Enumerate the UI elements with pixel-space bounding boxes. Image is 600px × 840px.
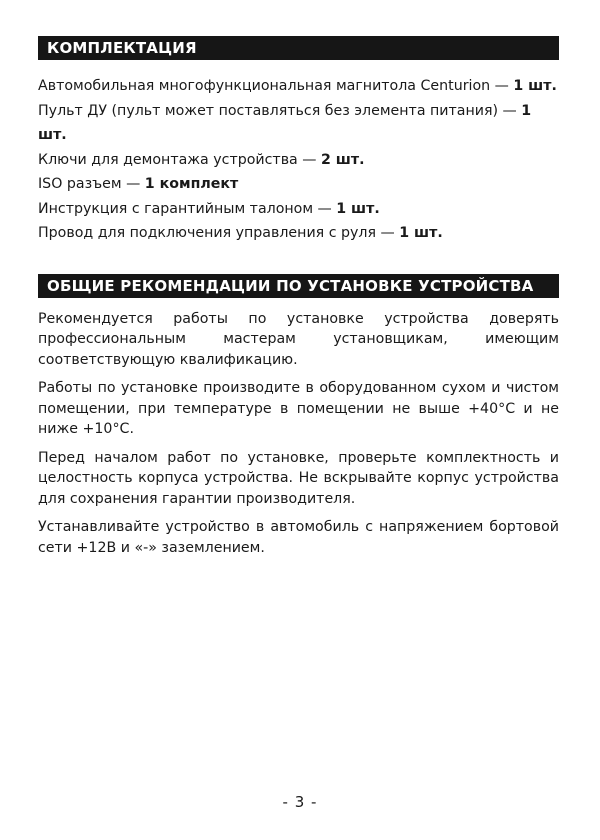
kit-item-text: Инструкция с гарантийным талоном — (38, 200, 337, 217)
recommendations-body (38, 309, 559, 559)
kit-item (38, 74, 559, 99)
recommendation-paragraph: Работы по установке производите в оборудованном сухом и чистом помещении, при температуре в помещении не выше +40°С и не ниже +10°С. (38, 380, 559, 437)
recommendation-paragraph: Устанавливайте устройство в автомобиль с напряжением бортовой сети +12В и «-» заземлением. (38, 519, 559, 556)
kit-item (38, 197, 559, 222)
kit-item-text: ISO разъем — (38, 176, 145, 192)
kit-item (38, 99, 559, 148)
page-content (38, 36, 559, 566)
page-number: - 3 - (282, 793, 318, 811)
kit-item (38, 221, 559, 246)
kit-item-quantity: 2 шт. (320, 151, 365, 168)
kit-item-text: Провод для подключения управления с руля — (38, 225, 400, 241)
kit-item-quantity: 1 шт. (336, 200, 380, 217)
kit-item-text: Автомобильная многофункциональная магнитола Centurion — (38, 78, 514, 94)
kit-item-quantity: 1 шт. (399, 225, 443, 241)
recommendations-section-title: ОБЩИЕ РЕКОМЕНДАЦИИ ПО УСТАНОВКЕ УСТРОЙСТВА (38, 274, 559, 298)
kit-item-quantity: 1 шт. (38, 102, 532, 143)
kit-section-title: КОМПЛЕКТАЦИЯ (38, 36, 559, 60)
kit-item-quantity: 1 комплект (144, 176, 239, 192)
kit-item (38, 172, 559, 197)
kit-item-text: Пульт ДУ (пульт может поставляться без элемента питания) — (38, 102, 522, 119)
kit-item-quantity: 1 шт. (513, 78, 557, 94)
kit-item (38, 148, 559, 173)
recommendation-paragraph: Перед началом работ по установке, проверьте комплектность и целостность корпуса устройства. Не вскрывайте корпус устройства для сохранения гарантии производителя. (38, 449, 559, 507)
kit-list (38, 74, 559, 246)
kit-item-text: Ключи для демонтажа устройства — (38, 151, 321, 168)
recommendation-paragraph: Рекомендуется работы по установке устройства доверять профессиональным мастерам установщикам, имеющим соответствующую квалификацию. (38, 310, 559, 368)
